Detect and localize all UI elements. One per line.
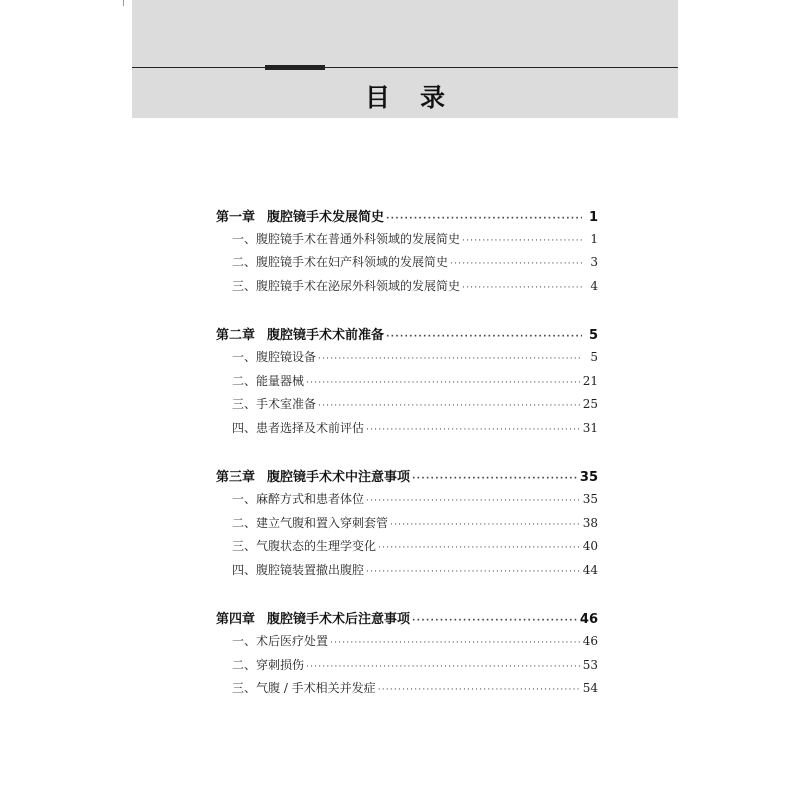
section-page-number: 53 xyxy=(582,657,598,672)
section-page-number: 25 xyxy=(582,397,598,412)
section-page-number: 40 xyxy=(582,539,598,554)
chapter-number: 第四章 xyxy=(216,612,256,628)
dot-leader xyxy=(390,520,581,530)
section-page-number: 21 xyxy=(582,373,598,388)
toc-section-entry[interactable] xyxy=(216,656,598,680)
header-rule xyxy=(132,67,678,68)
section-page-number: 38 xyxy=(582,515,598,530)
dot-leader xyxy=(386,214,582,224)
toc-section-entry[interactable] xyxy=(216,253,598,277)
toc-section-entry[interactable] xyxy=(216,372,598,396)
page-title: 目录 xyxy=(364,83,475,112)
toc-section-entry[interactable] xyxy=(216,419,598,443)
toc-section-entry[interactable] xyxy=(216,679,598,703)
section-page-number: 31 xyxy=(582,420,598,435)
dot-leader xyxy=(450,259,582,269)
section-title: 三、气腹 / 手术相关并发症 xyxy=(232,681,376,696)
chapter-title: 腹腔镜手术发展简史 xyxy=(267,210,385,225)
section-page-number: 4 xyxy=(590,278,598,293)
dot-leader xyxy=(318,354,582,364)
section-title: 三、气腹状态的生理学变化 xyxy=(232,539,377,554)
section-title: 二、穿刺损伤 xyxy=(232,657,305,672)
section-title: 一、麻醉方式和患者体位 xyxy=(232,491,365,506)
dot-leader xyxy=(330,638,581,648)
section-page-number: 3 xyxy=(590,255,598,270)
section-page-number: 5 xyxy=(590,349,598,364)
dot-leader xyxy=(366,425,581,435)
chapter-number: 第二章 xyxy=(216,328,256,344)
section-page-number: 44 xyxy=(582,562,598,577)
chapter-number: 第一章 xyxy=(216,210,256,225)
section-page-number: 46 xyxy=(582,633,598,648)
toc-chapter-entry[interactable] xyxy=(216,324,598,348)
toc-section-entry[interactable] xyxy=(216,514,598,538)
dot-leader xyxy=(462,236,582,246)
dot-leader xyxy=(462,283,582,293)
toc-chapter-entry[interactable] xyxy=(216,608,598,632)
section-page-number: 1 xyxy=(590,231,598,246)
table-of-contents xyxy=(216,206,598,727)
toc-section-entry[interactable] xyxy=(216,230,598,254)
dot-leader xyxy=(378,543,581,553)
chapter-number: 第三章 xyxy=(216,470,256,486)
chapter-title: 腹腔镜手术术前准备 xyxy=(267,328,385,344)
section-title: 一、腹腔镜手术在普通外科领域的发展简史 xyxy=(232,231,461,246)
section-title: 一、术后医疗处置 xyxy=(232,633,329,648)
toc-chapter-block xyxy=(216,466,598,584)
dot-leader xyxy=(366,496,581,506)
toc-chapter-entry[interactable] xyxy=(216,466,598,490)
section-title: 三、腹腔镜手术在泌尿外科领域的发展简史 xyxy=(232,278,461,293)
toc-section-entry[interactable] xyxy=(216,277,598,301)
dot-leader xyxy=(378,685,581,695)
dot-leader xyxy=(306,378,581,388)
dot-leader xyxy=(318,401,581,411)
dot-leader xyxy=(306,662,581,672)
toc-section-entry[interactable] xyxy=(216,632,598,656)
chapter-page-number: 35 xyxy=(579,470,598,486)
crop-mark-left xyxy=(123,0,124,6)
toc-section-entry[interactable] xyxy=(216,537,598,561)
dot-leader xyxy=(366,567,581,577)
toc-chapter-block xyxy=(216,608,598,702)
chapter-page-number: 5 xyxy=(588,328,598,344)
toc-section-entry[interactable] xyxy=(216,561,598,585)
section-title: 一、腹腔镜设备 xyxy=(232,349,317,364)
section-title: 四、患者选择及术前评估 xyxy=(232,420,365,435)
section-title: 四、腹腔镜装置撤出腹腔 xyxy=(232,562,365,577)
toc-chapter-block xyxy=(216,324,598,442)
chapter-title: 腹腔镜手术术中注意事项 xyxy=(267,470,411,486)
section-title: 三、手术室准备 xyxy=(232,397,317,412)
chapter-page-number: 1 xyxy=(588,210,598,225)
dot-leader xyxy=(386,332,582,342)
toc-section-entry[interactable] xyxy=(216,490,598,514)
header-accent-bar xyxy=(265,65,325,70)
chapter-page-number: 46 xyxy=(579,612,598,628)
toc-section-entry[interactable] xyxy=(216,395,598,419)
section-title: 二、腹腔镜手术在妇产科领域的发展简史 xyxy=(232,255,449,270)
dot-leader xyxy=(412,616,578,626)
section-page-number: 35 xyxy=(582,491,598,506)
section-title: 二、建立气腹和置入穿刺套管 xyxy=(232,515,389,530)
chapter-title: 腹腔镜手术术后注意事项 xyxy=(267,612,411,628)
dot-leader xyxy=(412,474,578,484)
toc-section-entry[interactable] xyxy=(216,348,598,372)
toc-chapter-block xyxy=(216,206,598,300)
section-page-number: 54 xyxy=(582,681,598,696)
toc-chapter-entry[interactable] xyxy=(216,206,598,230)
section-title: 二、能量器械 xyxy=(232,373,305,388)
